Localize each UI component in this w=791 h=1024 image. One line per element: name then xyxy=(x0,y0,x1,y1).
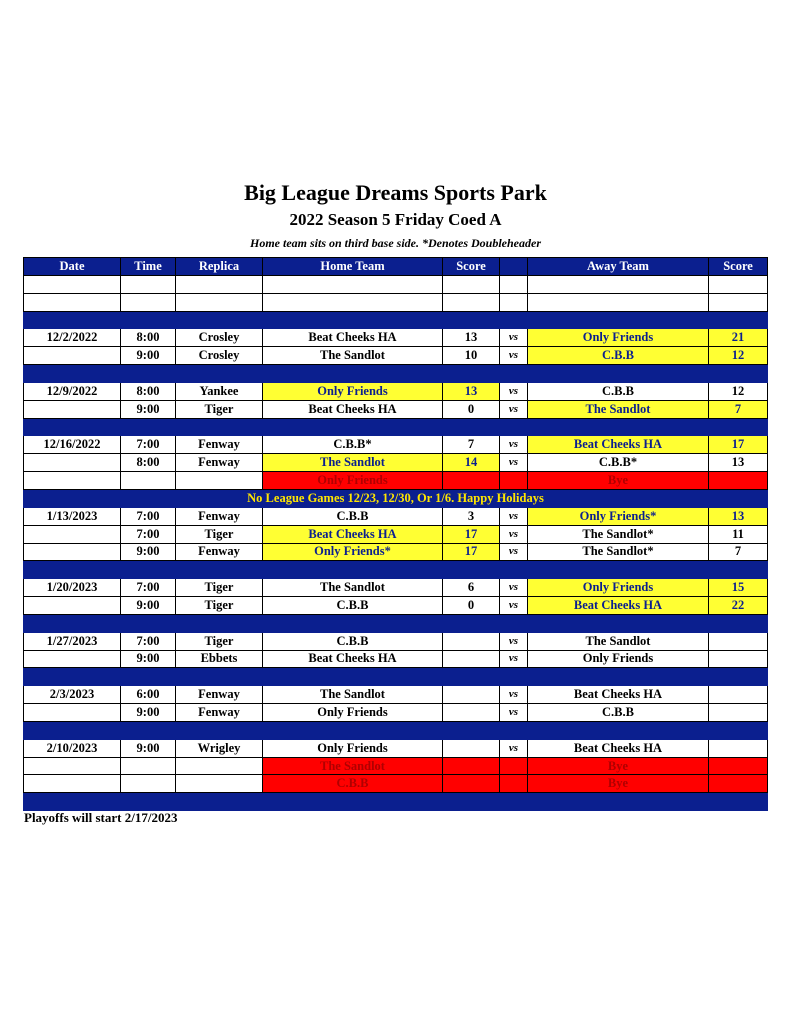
blank-row xyxy=(24,275,768,293)
separator-cell xyxy=(500,793,528,811)
away-team-cell: Only Friends xyxy=(528,650,709,668)
game-row xyxy=(24,597,768,615)
away-team-cell: C.B.B* xyxy=(528,454,709,472)
home-score-cell: 10 xyxy=(443,347,500,365)
separator-cell xyxy=(528,561,709,579)
game-row xyxy=(24,632,768,650)
separator-row xyxy=(24,614,768,632)
home-score-cell: 13 xyxy=(443,329,500,347)
separator-cell xyxy=(176,418,263,436)
empty-cell xyxy=(263,275,443,293)
separator-cell xyxy=(121,614,176,632)
away-team-cell: Only Friends* xyxy=(528,507,709,525)
separator-cell xyxy=(709,311,768,329)
separator-row xyxy=(24,418,768,436)
separator-cell xyxy=(528,721,709,739)
time-cell: 8:00 xyxy=(121,382,176,400)
separator-cell xyxy=(500,614,528,632)
separator-cell xyxy=(263,614,443,632)
separator-cell xyxy=(500,721,528,739)
bye-row xyxy=(24,472,768,490)
home-score-cell: 13 xyxy=(443,382,500,400)
bye-row xyxy=(24,775,768,793)
away-score-cell: 11 xyxy=(709,525,768,543)
date-cell: 12/9/2022 xyxy=(24,382,121,400)
separator-cell xyxy=(443,614,500,632)
away-score-cell: 12 xyxy=(709,382,768,400)
time-cell: 7:00 xyxy=(121,436,176,454)
vs-cell xyxy=(500,757,528,775)
column-header-home-score: Score xyxy=(443,258,500,276)
home-team-cell: The Sandlot xyxy=(263,579,443,597)
separator-cell xyxy=(709,793,768,811)
time-cell xyxy=(121,757,176,775)
separator-row xyxy=(24,311,768,329)
home-score-cell: 7 xyxy=(443,436,500,454)
field-cell: Fenway xyxy=(176,507,263,525)
separator-cell xyxy=(24,721,121,739)
column-header-away-team: Away Team xyxy=(528,258,709,276)
away-score-cell xyxy=(709,632,768,650)
vs-cell: vs xyxy=(500,507,528,525)
separator-cell xyxy=(443,721,500,739)
field-cell: Tiger xyxy=(176,400,263,418)
separator-cell xyxy=(263,365,443,383)
field-cell xyxy=(176,472,263,490)
home-team-cell: The Sandlot xyxy=(263,454,443,472)
separator-cell xyxy=(176,793,263,811)
separator-cell xyxy=(709,418,768,436)
game-row xyxy=(24,704,768,722)
time-cell: 9:00 xyxy=(121,347,176,365)
empty-cell xyxy=(500,293,528,311)
field-cell: Tiger xyxy=(176,579,263,597)
away-team-cell: The Sandlot* xyxy=(528,543,709,561)
separator-cell xyxy=(443,561,500,579)
schedule-table xyxy=(23,257,768,811)
date-cell xyxy=(24,472,121,490)
date-cell: 12/2/2022 xyxy=(24,329,121,347)
column-header-replica: Replica xyxy=(176,258,263,276)
away-score-cell xyxy=(709,472,768,490)
vs-cell: vs xyxy=(500,347,528,365)
separator-cell xyxy=(500,561,528,579)
vs-cell: vs xyxy=(500,329,528,347)
home-score-cell xyxy=(443,757,500,775)
vs-cell: vs xyxy=(500,739,528,757)
page-subtitle: 2022 Season 5 Friday Coed A xyxy=(289,210,502,229)
field-cell: Ebbets xyxy=(176,650,263,668)
home-team-cell: Beat Cheeks HA xyxy=(263,650,443,668)
home-team-cell: Only Friends xyxy=(263,704,443,722)
separator-cell xyxy=(263,668,443,686)
empty-cell xyxy=(176,275,263,293)
empty-cell xyxy=(121,293,176,311)
empty-cell xyxy=(263,293,443,311)
separator-cell xyxy=(528,365,709,383)
game-row xyxy=(24,525,768,543)
away-team-cell: The Sandlot* xyxy=(528,525,709,543)
vs-cell: vs xyxy=(500,632,528,650)
separator-cell xyxy=(709,668,768,686)
vs-cell xyxy=(500,775,528,793)
separator-cell xyxy=(24,793,121,811)
field-cell: Crosley xyxy=(176,347,263,365)
time-cell: 8:00 xyxy=(121,329,176,347)
separator-cell xyxy=(176,561,263,579)
page-title: Big League Dreams Sports Park xyxy=(244,180,547,205)
separator-row xyxy=(24,793,768,811)
empty-cell xyxy=(121,275,176,293)
separator-cell xyxy=(263,721,443,739)
away-score-cell xyxy=(709,757,768,775)
away-score-cell: 17 xyxy=(709,436,768,454)
away-score-cell xyxy=(709,650,768,668)
separator-cell xyxy=(24,365,121,383)
game-row xyxy=(24,543,768,561)
time-cell: 7:00 xyxy=(121,507,176,525)
empty-cell xyxy=(528,293,709,311)
vs-cell: vs xyxy=(500,597,528,615)
separator-cell xyxy=(121,365,176,383)
separator-cell xyxy=(263,311,443,329)
away-team-cell: Bye xyxy=(528,472,709,490)
game-row xyxy=(24,739,768,757)
column-header-time: Time xyxy=(121,258,176,276)
away-score-cell xyxy=(709,686,768,704)
home-score-cell: 0 xyxy=(443,400,500,418)
separator-row xyxy=(24,668,768,686)
date-cell: 1/20/2023 xyxy=(24,579,121,597)
game-row xyxy=(24,686,768,704)
separator-cell xyxy=(528,668,709,686)
home-team-cell: The Sandlot xyxy=(263,347,443,365)
date-cell: 12/16/2022 xyxy=(24,436,121,454)
date-cell xyxy=(24,543,121,561)
empty-cell xyxy=(500,275,528,293)
field-cell: Fenway xyxy=(176,454,263,472)
separator-cell xyxy=(263,561,443,579)
separator-row xyxy=(24,561,768,579)
separator-cell xyxy=(24,614,121,632)
date-cell xyxy=(24,704,121,722)
separator-cell xyxy=(121,668,176,686)
away-score-cell: 13 xyxy=(709,507,768,525)
empty-cell xyxy=(24,275,121,293)
vs-cell: vs xyxy=(500,525,528,543)
home-team-cell: Only Friends xyxy=(263,382,443,400)
date-cell xyxy=(24,454,121,472)
home-score-cell xyxy=(443,739,500,757)
date-cell xyxy=(24,650,121,668)
field-cell xyxy=(176,775,263,793)
vs-cell: vs xyxy=(500,400,528,418)
home-score-cell xyxy=(443,686,500,704)
home-team-cell: Only Friends* xyxy=(263,543,443,561)
away-team-cell: Beat Cheeks HA xyxy=(528,686,709,704)
time-cell: 6:00 xyxy=(121,686,176,704)
home-score-cell: 0 xyxy=(443,597,500,615)
game-row xyxy=(24,454,768,472)
time-cell: 7:00 xyxy=(121,579,176,597)
empty-cell xyxy=(528,275,709,293)
away-score-cell: 13 xyxy=(709,454,768,472)
date-cell xyxy=(24,525,121,543)
game-row xyxy=(24,347,768,365)
home-score-cell: 6 xyxy=(443,579,500,597)
separator-cell xyxy=(121,418,176,436)
date-cell: 2/10/2023 xyxy=(24,739,121,757)
field-cell: Tiger xyxy=(176,525,263,543)
home-score-cell: 17 xyxy=(443,525,500,543)
field-cell: Crosley xyxy=(176,329,263,347)
away-score-cell xyxy=(709,704,768,722)
separator-cell xyxy=(176,614,263,632)
date-cell xyxy=(24,597,121,615)
column-header-date: Date xyxy=(24,258,121,276)
vs-cell: vs xyxy=(500,704,528,722)
home-score-cell: 17 xyxy=(443,543,500,561)
vs-cell: vs xyxy=(500,436,528,454)
home-team-cell: The Sandlot xyxy=(263,686,443,704)
separator-cell xyxy=(709,614,768,632)
game-row xyxy=(24,382,768,400)
field-cell: Wrigley xyxy=(176,739,263,757)
time-cell: 9:00 xyxy=(121,543,176,561)
away-team-cell: Bye xyxy=(528,775,709,793)
vs-cell: vs xyxy=(500,579,528,597)
away-score-cell xyxy=(709,775,768,793)
away-score-cell: 15 xyxy=(709,579,768,597)
home-team-cell: Beat Cheeks HA xyxy=(263,329,443,347)
game-row xyxy=(24,650,768,668)
empty-cell xyxy=(443,293,500,311)
home-team-cell: C.B.B xyxy=(263,632,443,650)
column-header-vs xyxy=(500,258,528,276)
separator-cell xyxy=(121,793,176,811)
separator-cell xyxy=(443,311,500,329)
empty-cell xyxy=(24,293,121,311)
separator-cell xyxy=(24,668,121,686)
separator-cell xyxy=(176,365,263,383)
vs-cell: vs xyxy=(500,454,528,472)
table-header-row xyxy=(24,258,768,276)
separator-cell xyxy=(528,311,709,329)
away-score-cell: 7 xyxy=(709,400,768,418)
separator-cell xyxy=(443,365,500,383)
date-cell xyxy=(24,775,121,793)
separator-row xyxy=(24,721,768,739)
home-score-cell xyxy=(443,775,500,793)
field-cell: Fenway xyxy=(176,543,263,561)
separator-cell xyxy=(528,418,709,436)
separator-cell xyxy=(24,311,121,329)
date-cell: 1/27/2023 xyxy=(24,632,121,650)
home-team-cell: C.B.B* xyxy=(263,436,443,454)
separator-cell xyxy=(709,365,768,383)
vs-cell: vs xyxy=(500,650,528,668)
playoffs-note: Playoffs will start 2/17/2023 xyxy=(24,810,178,825)
separator-cell xyxy=(121,561,176,579)
separator-cell xyxy=(121,721,176,739)
vs-cell xyxy=(500,472,528,490)
separator-cell xyxy=(528,793,709,811)
home-score-cell: 14 xyxy=(443,454,500,472)
home-team-cell: The Sandlot xyxy=(263,757,443,775)
field-cell: Fenway xyxy=(176,436,263,454)
away-score-cell: 7 xyxy=(709,543,768,561)
separator-cell xyxy=(500,668,528,686)
field-cell: Yankee xyxy=(176,382,263,400)
separator-cell xyxy=(500,365,528,383)
time-cell: 7:00 xyxy=(121,525,176,543)
date-cell: 1/13/2023 xyxy=(24,507,121,525)
away-team-cell: C.B.B xyxy=(528,347,709,365)
time-cell: 9:00 xyxy=(121,597,176,615)
home-team-cell: C.B.B xyxy=(263,597,443,615)
home-team-cell: Only Friends xyxy=(263,472,443,490)
separator-cell xyxy=(709,561,768,579)
away-team-cell: Only Friends xyxy=(528,579,709,597)
time-cell xyxy=(121,472,176,490)
field-cell xyxy=(176,757,263,775)
away-team-cell: Beat Cheeks HA xyxy=(528,436,709,454)
away-score-cell xyxy=(709,739,768,757)
vs-cell: vs xyxy=(500,543,528,561)
home-team-cell: Beat Cheeks HA xyxy=(263,400,443,418)
empty-cell xyxy=(709,293,768,311)
field-cell: Tiger xyxy=(176,632,263,650)
page-note: Home team sits on third base side. *Denotes Doubleheader xyxy=(250,236,541,250)
time-cell: 7:00 xyxy=(121,632,176,650)
away-score-cell: 12 xyxy=(709,347,768,365)
column-header-away-score: Score xyxy=(709,258,768,276)
notice-row xyxy=(24,489,768,507)
separator-cell xyxy=(121,311,176,329)
time-cell: 9:00 xyxy=(121,650,176,668)
home-score-cell: 3 xyxy=(443,507,500,525)
away-team-cell: The Sandlot xyxy=(528,400,709,418)
away-score-cell: 22 xyxy=(709,597,768,615)
home-team-cell: C.B.B xyxy=(263,775,443,793)
empty-cell xyxy=(176,293,263,311)
away-team-cell: Beat Cheeks HA xyxy=(528,597,709,615)
vs-cell: vs xyxy=(500,382,528,400)
home-team-cell: Beat Cheeks HA xyxy=(263,525,443,543)
time-cell: 9:00 xyxy=(121,739,176,757)
game-row xyxy=(24,400,768,418)
home-team-cell: Only Friends xyxy=(263,739,443,757)
away-team-cell: The Sandlot xyxy=(528,632,709,650)
column-header-home-team: Home Team xyxy=(263,258,443,276)
empty-cell xyxy=(443,275,500,293)
field-cell: Fenway xyxy=(176,686,263,704)
separator-row xyxy=(24,365,768,383)
bye-row xyxy=(24,757,768,775)
time-cell: 8:00 xyxy=(121,454,176,472)
separator-cell xyxy=(500,418,528,436)
away-team-cell: C.B.B xyxy=(528,704,709,722)
separator-cell xyxy=(443,793,500,811)
date-cell xyxy=(24,347,121,365)
away-score-cell: 21 xyxy=(709,329,768,347)
separator-cell xyxy=(24,561,121,579)
away-team-cell: Beat Cheeks HA xyxy=(528,739,709,757)
date-cell xyxy=(24,400,121,418)
home-score-cell xyxy=(443,704,500,722)
field-cell: Fenway xyxy=(176,704,263,722)
schedule-body xyxy=(24,275,768,810)
home-score-cell xyxy=(443,472,500,490)
vs-cell: vs xyxy=(500,686,528,704)
date-cell xyxy=(24,757,121,775)
separator-cell xyxy=(443,668,500,686)
separator-cell xyxy=(176,311,263,329)
time-cell: 9:00 xyxy=(121,400,176,418)
separator-cell xyxy=(24,418,121,436)
separator-cell xyxy=(709,721,768,739)
home-score-cell xyxy=(443,632,500,650)
holiday-notice: No League Games 12/23, 12/30, Or 1/6. Happy Holidays xyxy=(24,489,768,507)
away-team-cell: Only Friends xyxy=(528,329,709,347)
date-cell: 2/3/2023 xyxy=(24,686,121,704)
separator-cell xyxy=(263,418,443,436)
blank-row xyxy=(24,293,768,311)
home-team-cell: C.B.B xyxy=(263,507,443,525)
game-row xyxy=(24,579,768,597)
field-cell: Tiger xyxy=(176,597,263,615)
empty-cell xyxy=(709,275,768,293)
separator-cell xyxy=(176,721,263,739)
separator-cell xyxy=(263,793,443,811)
game-row xyxy=(24,436,768,454)
separator-cell xyxy=(443,418,500,436)
game-row xyxy=(24,507,768,525)
away-team-cell: Bye xyxy=(528,757,709,775)
separator-cell xyxy=(176,668,263,686)
time-cell xyxy=(121,775,176,793)
away-team-cell: C.B.B xyxy=(528,382,709,400)
separator-cell xyxy=(528,614,709,632)
separator-cell xyxy=(500,311,528,329)
game-row xyxy=(24,329,768,347)
time-cell: 9:00 xyxy=(121,704,176,722)
home-score-cell xyxy=(443,650,500,668)
